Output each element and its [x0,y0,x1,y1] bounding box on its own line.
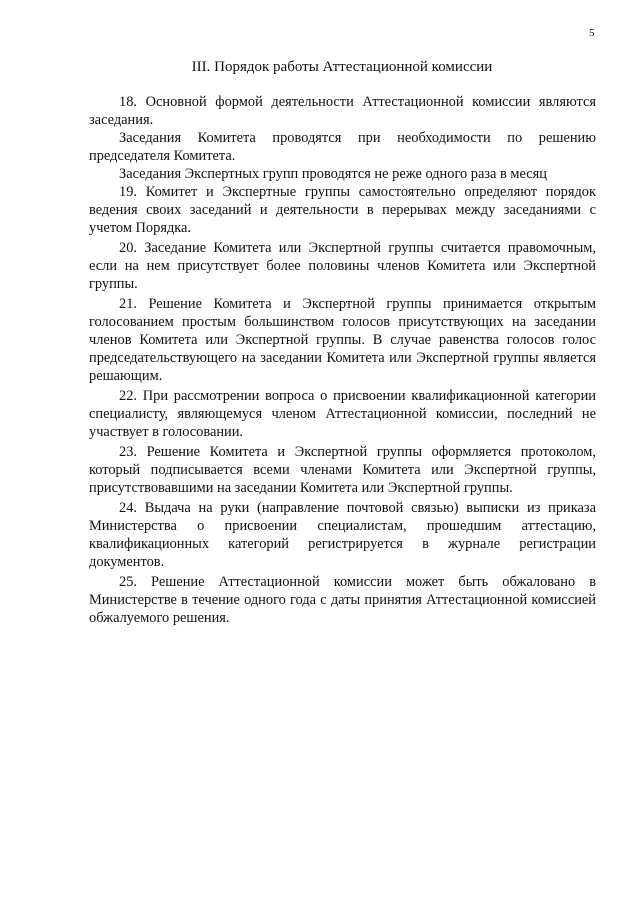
document-body [89,93,596,627]
paragraph-expert-group-meetings: Заседания Экспертных групп проводятся не реже одного раза в месяц [119,166,547,182]
paragraph-18: 18. Основной формой деятельности Аттестационной комиссии являются заседания. [89,94,596,128]
section-title: III. Порядок работы Аттестационной комиссии [191,59,493,75]
paragraph-25: 25. Решение Аттестационной комиссии может быть обжаловано в Министерстве в течение одного года с даты принятия Аттестационной комиссией обжалуемого решения. [89,574,596,626]
page-number: 5 [589,27,595,39]
paragraph-23: 23. Решение Комитета и Экспертной группы оформляется протоколом, который подписывается всеми членами Комитета или Экспертной группы, присутствовавшими на заседании Комитета или Экспертной группы. [89,444,596,496]
paragraph-19: 19. Комитет и Экспертные группы самостоятельно определяют порядок ведения своих заседаний и деятельности в перерывах между заседаниями с учетом Порядка. [89,184,596,236]
paragraph-committee-meetings: Заседания Комитета проводятся при необходимости по решению председателя Комитета. [89,130,596,164]
paragraph-24: 24. Выдача на руки (направление почтовой связью) выписки из приказа Министерства о присвоении специалистам, прошедшим аттестацию, квалификационных категорий регистрируется в журнале регистрации документов. [89,500,596,570]
paragraph-21: 21. Решение Комитета и Экспертной группы принимается открытым голосованием простым большинством голосов присутствующих на заседании членов Комитета или Экспертной группы. В случае равенства голосов голос председательствующего на заседании Комитета или Экспертной группы является решающим. [89,296,596,384]
paragraph-22: 22. При рассмотрении вопроса о присвоении квалификационной категории специалисту, являющемуся членом Аттестационной комиссии, последний не участвует в голосовании. [89,388,596,440]
paragraph-20: 20. Заседание Комитета или Экспертной группы считается правомочным, если на нем присутствует более половины членов Комитета или Экспертной группы. [89,240,596,292]
